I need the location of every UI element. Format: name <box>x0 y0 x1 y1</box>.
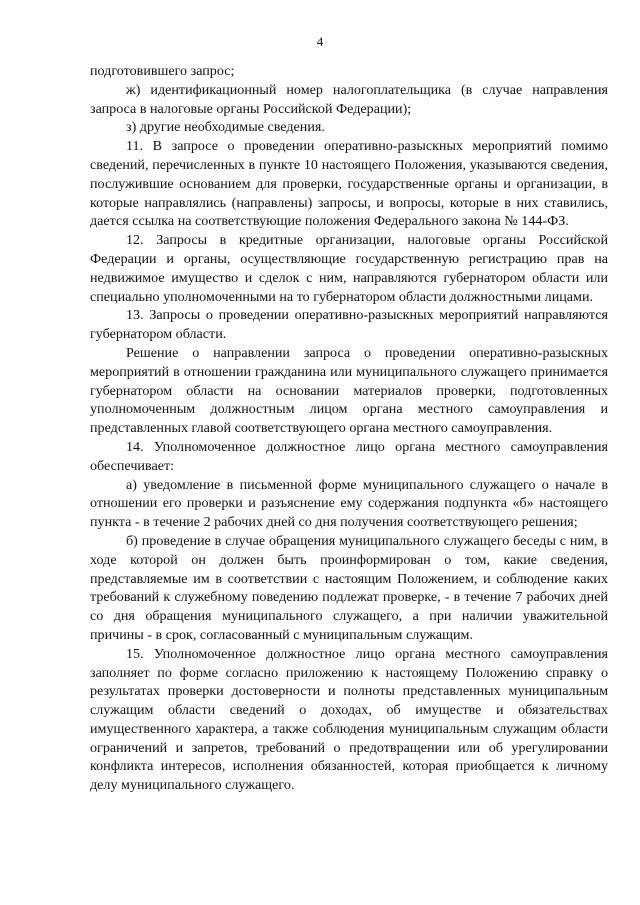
paragraph-15: 15. Уполномоченное должностное лицо органа местного самоуправления заполняет по форме согласно приложению к настоящему Положению справку о результатах проверки достоверности и полноты представленных муниципальным служащим области сведений о доходах, об имуществе и обязательствах имущественного характера, а также соблюдения муниципальным служащим области ограничений и запретов, требований о предотвращении или об урегулировании конфликта интересов, исполнения обязанностей, которая приобщается к личному делу муниципального служащего. <box>90 645 608 794</box>
paragraph-item-b: б) проведение в случае обращения муниципального служащего беседы с ним, в ходе которой он должен быть проинформирован о том, какие сведения, представляемые им в соответствии с настоящим Положением, и соблюдение каких требований к служебному поведению подлежат проверке, - в течение 7 рабочих дней со дня обращения муниципального служащего, а при наличии уважительной причины - в срок, согласованный с муниципальным служащим. <box>90 532 608 643</box>
paragraph-item-zh: ж) идентификационный номер налогоплательщика (в случае направления запроса в налоговые органы Российской Федерации); <box>90 81 608 117</box>
paragraph-11: 11. В запросе о проведении оперативно-разыскных мероприятий помимо сведений, перечисленных в пункте 10 настоящего Положения, указываются сведения, послужившие основанием для проверки, государственные органы и организации, в которые направлялись (направлены) запросы, и вопросы, которые в них ставились, дается ссылка на соответствующие положения Федерального закона № 144-ФЗ. <box>90 138 608 230</box>
page-number: 4 <box>316 34 324 49</box>
paragraph-13: 13. Запросы о проведении оперативно-разыскных мероприятий направляются губернатором области. <box>90 307 608 343</box>
paragraph-decision: Решение о направлении запроса о проведении оперативно-разыскных мероприятий в отношении гражданина или муниципального служащего принимается губернатором области на основании материалов проверки, подготовленных уполномоченным должностным лицом органа местного самоуправления и представленных главой соответствующего органа местного самоуправления. <box>90 344 608 437</box>
document-body <box>90 62 608 795</box>
paragraph-14: 14. Уполномоченное должностное лицо органа местного самоуправления обеспечивает: <box>90 438 608 474</box>
paragraph-12: 12. Запросы в кредитные организации, налоговые органы Российской Федерации и органы, осуществляющие государственную регистрацию прав на недвижимое имущество и сделок с ним, направляются губернатором области или специально уполномоченными на то губернатором области должностными лицами. <box>90 232 608 305</box>
paragraph-item-a: а) уведомление в письменной форме муниципального служащего о начале в отношении его проверки и разъяснение ему содержания подпункта «б» настоящего пункта - в течение 2 рабочих дней со дня получения соответствующего решения; <box>90 476 608 531</box>
paragraph-continuation: подготовившего запрос; <box>90 63 235 79</box>
paragraph-item-z: з) другие необходимые сведения. <box>126 119 325 136</box>
